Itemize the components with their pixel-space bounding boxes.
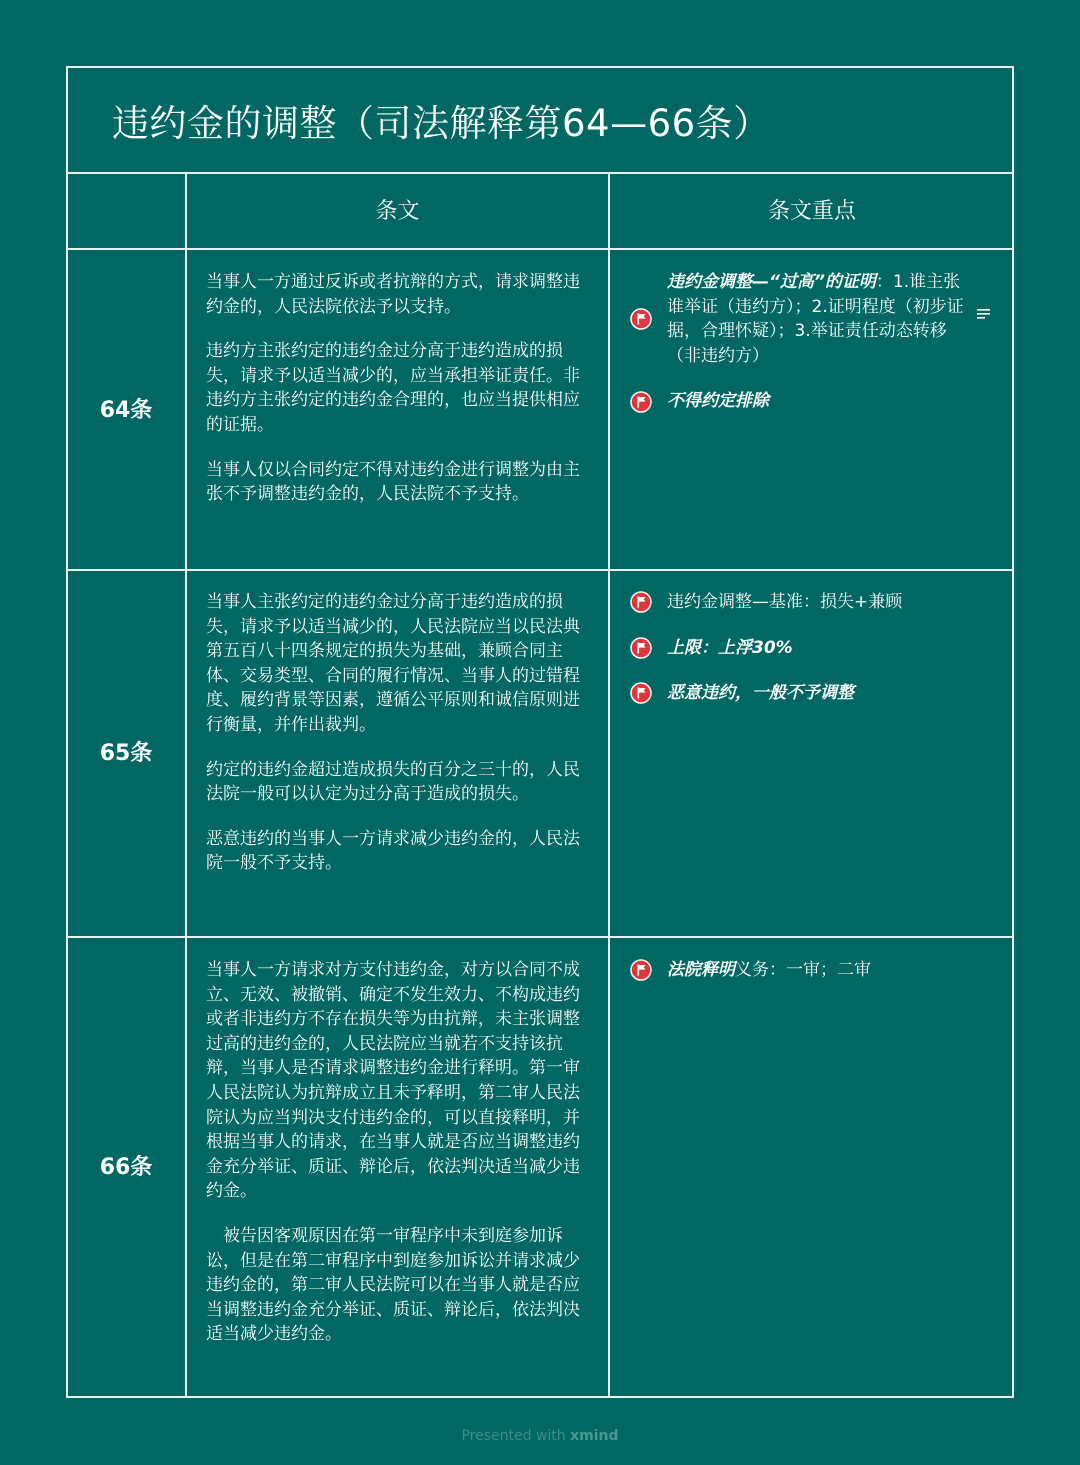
key-point-text: 法院释明义务：一审；二审 (667, 960, 871, 980)
article-text-66 (206, 958, 590, 1367)
key-point-text: 上限：上浮30% (667, 637, 793, 658)
key-point (630, 958, 974, 983)
divider (185, 172, 187, 1398)
divider (66, 936, 1014, 938)
key-point-text: 违约金调整—“过高”的证明：1.谁主张谁举证（违约方）；2.证明程度（初步证据，合理怀疑）；3.举证责任动态转移（非违约方） (667, 272, 964, 366)
article-paragraph: 当事人一方请求对方支付违约金，对方以合同不成立、无效、被撤销、确定不发生效力、不构成违约或者非违约方不存在损失等为由抗辩，未主张调整过高的违约金的，人民法院应当就若不支持该抗辩，当事人是否请求调整违约金进行释明。第一审人民法院认为抗辩成立且未予释明，第二审人民法院认为应当判决支付违约金的，可以直接释明，并根据当事人的请求，在当事人就是否应当调整违约金充分举证、质证、辩论后，依法判决适当减少违约金。 (206, 960, 580, 1202)
divider (66, 569, 1014, 571)
red-flag-icon (630, 391, 652, 413)
article-paragraph: 当事人一方通过反诉或者抗辩的方式，请求调整违约金的，人民法院依法予以支持。 (206, 272, 580, 317)
header-article: 条文 (375, 199, 420, 224)
key-point (630, 389, 974, 414)
red-flag-icon (630, 959, 652, 981)
article-text-64 (206, 270, 590, 527)
red-flag-icon (630, 591, 652, 613)
key-point (630, 636, 974, 661)
article-text-65 (206, 590, 590, 896)
row-label-66: 66条 (99, 1155, 153, 1180)
key-points-65 (630, 590, 974, 727)
header-key-points: 条文重点 (767, 199, 856, 224)
article-paragraph: 当事人主张约定的违约金过分高于违约造成的损失，请求予以适当减少的，人民法院应当以民法典第五百八十四条规定的损失为基础，兼顾合同主体、交易类型、合同的履行情况、当事人的过错程度、履约背景等因素，遵循公平原则和诚信原则进行衡量，并作出裁判。 (206, 592, 580, 735)
divider (608, 172, 610, 1398)
red-flag-icon (630, 308, 652, 330)
article-paragraph: 违约方主张约定的违约金过分高于违约造成的损失，请求予以适当减少的，应当承担举证责任。非违约方主张约定的违约金合理的，也应当提供相应的证据。 (206, 341, 580, 435)
key-point-text: 恶意违约，一般不予调整 (667, 683, 854, 704)
row-label-64: 64条 (99, 398, 153, 423)
divider (66, 172, 1014, 174)
row-label-65: 65条 (99, 741, 153, 766)
key-point-text: 违约金调整—基准：损失+兼顾 (667, 592, 903, 612)
key-points-64 (630, 270, 974, 435)
key-point (630, 681, 974, 706)
red-flag-icon (630, 682, 652, 704)
red-flag-icon (630, 637, 652, 659)
key-point-text: 不得约定排除 (667, 391, 769, 412)
key-point (630, 270, 974, 368)
footer-credit (0, 1428, 1080, 1444)
article-paragraph: 当事人仅以合同约定不得对违约金进行调整为由主张不予调整违约金的，人民法院不予支持。 (206, 459, 580, 505)
article-paragraph: 被告因客观原因在第一审程序中未到庭参加诉讼，但是在第二审程序中到庭参加诉讼并请求减少违约金的，第二审人民法院可以在当事人就是否应当调整违约金充分举证、质证、辩论后，依法判决适当减少违约金。 (206, 1225, 580, 1345)
key-point (630, 590, 974, 615)
key-points-66 (630, 958, 974, 1004)
divider (66, 248, 1014, 250)
notes-lines-icon[interactable] (976, 306, 992, 325)
article-paragraph: 恶意违约的当事人一方请求减少违约金的，人民法院一般不予支持。 (206, 828, 580, 874)
article-paragraph: 约定的违约金超过造成损失的百分之三十的，人民法院一般可以认定为过分高于造成的损失。 (206, 759, 580, 805)
page-title: 违约金的调整（司法解释第64—66条） (112, 102, 771, 145)
footer-brand: xmind (570, 1428, 619, 1444)
footer-prefix: Presented with (461, 1428, 566, 1444)
header-number (66, 192, 186, 232)
